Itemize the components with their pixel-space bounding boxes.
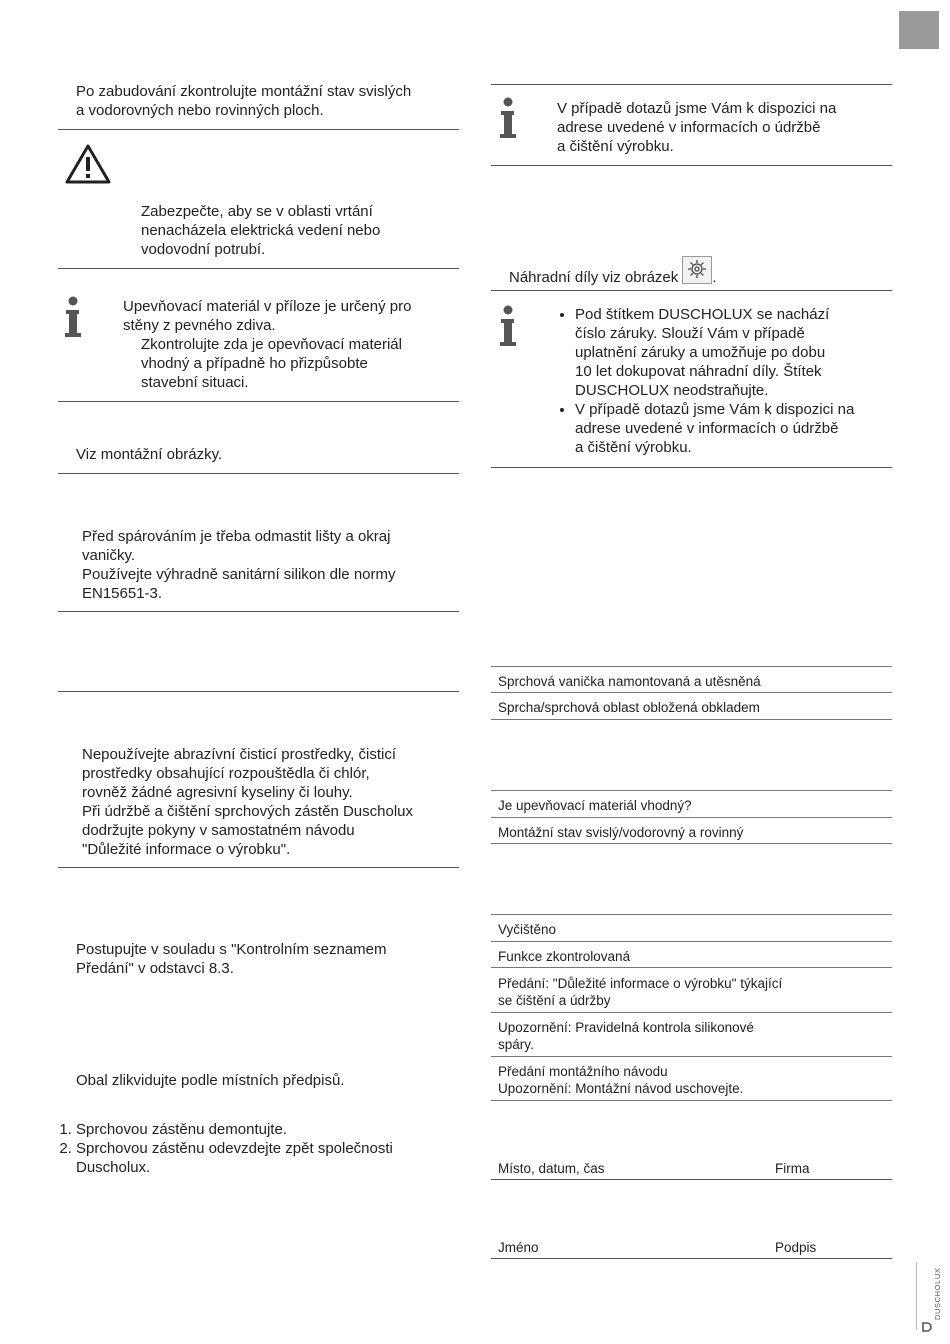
brand-logo (914, 1262, 942, 1332)
divider (491, 1056, 892, 1057)
sealing-text: Před spárováním je třeba odmastit lišty a okraj vaničky. Používejte výhradně sanitární silikon dle normy EN15651-3. (82, 528, 396, 602)
steps-list (58, 1120, 458, 1177)
divider (58, 268, 459, 269)
signature-line (491, 1258, 892, 1259)
info-icon (497, 97, 519, 141)
warning-icon (64, 143, 112, 185)
info-contact-text: V případě dotazů jsme Vám k dispozici na adrese uvedené v informacích o údržbě a čištění výrobku. (557, 100, 837, 155)
see-pictures-text: Viz montážní obrázky. (76, 446, 223, 463)
sign-name-label: Jméno (498, 1240, 539, 1255)
checklist-item: Upozornění: Pravidelná kontrola silikonové spáry. (498, 1020, 754, 1052)
divider (58, 129, 459, 130)
divider (491, 719, 892, 720)
spare-parts-line (509, 256, 889, 287)
page-corner-tab (899, 11, 939, 49)
divider (491, 967, 892, 968)
sign-signature-label: Podpis (775, 1240, 817, 1255)
checklist-item: Montážní stav svislý/vodorovný a rovinný (498, 825, 744, 840)
divider (491, 790, 892, 791)
divider (491, 817, 892, 818)
sign-place-label: Místo, datum, čas (498, 1161, 605, 1176)
list-item: • V případě dotazů jsme Vám k dispozici na adrese uvedené v informacích o údržbě a čištění výrobku. (575, 400, 892, 457)
info-icon (497, 305, 519, 349)
divider (491, 843, 892, 844)
info-icon (62, 296, 84, 340)
checklist-item: Předání montážního návodu Upozornění: Montážní návod uschovejte. (498, 1064, 744, 1096)
sign-company-label: Firma (775, 1161, 810, 1176)
spare-parts-text: Náhradní díly viz obrázek (509, 269, 679, 286)
checklist-item: Je upevňovací materiál vhodný? (498, 798, 692, 813)
divider (58, 691, 459, 692)
list-item: 2. Sprchovou zástěnu odevzdejte zpět společnosti Duscholux. (76, 1139, 458, 1177)
checklist-item: Sprchová vanička namontovaná a utěsněná (498, 674, 761, 689)
divider (491, 290, 892, 291)
disposal-text: Obal zlikvidujte podle místních předpisů. (76, 1072, 345, 1089)
divider (491, 666, 892, 667)
divider (491, 941, 892, 942)
spare-parts-gear-icon (682, 256, 712, 284)
list-item: • Pod štítkem DUSCHOLUX se nachází číslo záruky. Slouží Vám v případě uplatnění záruky a umožňuje po dobu 10 let dokupovat náhradní díly. Štítek DUSCHOLUX neodstraňujte. (575, 305, 892, 400)
checklist-item: Vyčištěno (498, 922, 557, 937)
info-fastening-line1: Upevňovací materiál v příloze je určený pro stěny z pevného zdiva. (123, 298, 412, 334)
divider (58, 473, 459, 474)
divider (58, 867, 459, 868)
divider (58, 611, 459, 612)
info-fastening-line2: Zkontrolujte zda je opevňovací materiál vhodný a případně ho přizpůsobte stavební situaci. (141, 336, 402, 391)
signature-line (491, 1179, 892, 1180)
cleaning-text: Nepoužívejte abrazívní čisticí prostředky, čisticí prostředky obsahující rozpouštědla či chlór, rovněž žádné agresivní kyseliny či louhy. Při údržbě a čištění sprchových zástěn Duscholux dodržujte pokyny v samostatném návodu "Důležité informace o výrobku". (82, 746, 413, 858)
warning-text: Zabezpečte, aby se v oblasti vrtání nenacházela elektrická vedení nebo vodovodní potrubí. (141, 203, 381, 258)
divider (491, 1100, 892, 1101)
divider (491, 914, 892, 915)
checklist-item: Sprcha/sprchová oblast obložená obkladem (498, 700, 760, 715)
divider (491, 467, 892, 468)
handover-text: Postupujte v souladu s "Kontrolním seznamem Předání" v odstavci 8.3. (76, 941, 387, 977)
divider (491, 84, 892, 85)
checklist-item: Předání: "Důležité informace o výrobku" týkající se čištění a údržby (498, 976, 783, 1008)
installation-check-text: Po zabudování zkontrolujte montážní stav svislých a vodorovných nebo rovinných ploch. (76, 83, 412, 119)
info-bullets (557, 305, 892, 457)
divider (491, 692, 892, 693)
checklist-item: Funkce zkontrolovaná (498, 949, 631, 964)
brand-d-icon (922, 1322, 932, 1332)
divider (58, 401, 459, 402)
divider (491, 165, 892, 166)
brand-text: DUSCHOLUX (933, 1267, 942, 1320)
list-item: 1. Sprchovou zástěnu demontujte. (76, 1120, 458, 1139)
divider (491, 1012, 892, 1013)
spare-parts-suffix: . (712, 269, 717, 286)
